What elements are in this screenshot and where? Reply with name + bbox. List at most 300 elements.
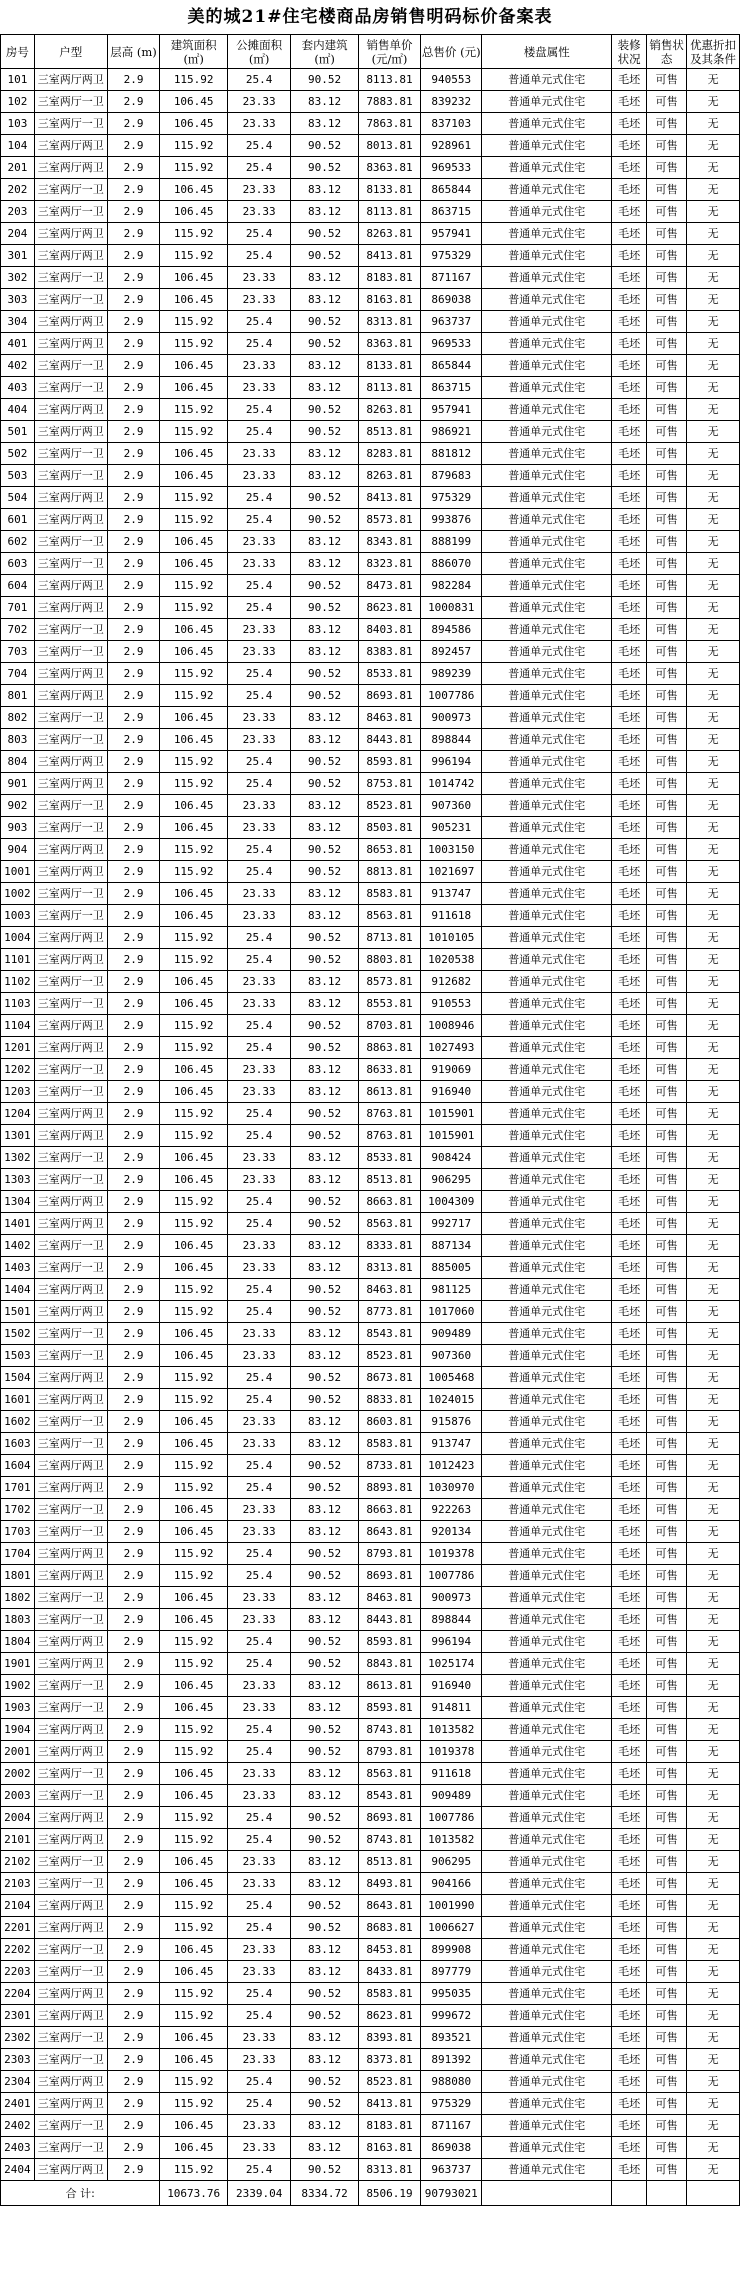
cell-inner-area: 83.12 [291, 2115, 359, 2137]
cell-floor-height: 2.9 [107, 1037, 160, 1059]
cell-inner-area: 83.12 [291, 1961, 359, 1983]
cell-sale-status: 可售 [647, 1763, 687, 1785]
cell-unit-type: 三室两厅一卫 [34, 91, 107, 113]
cell-unit-price: 8563.81 [358, 1763, 420, 1785]
cell-discount: 无 [687, 421, 740, 443]
cell-building-area: 106.45 [160, 2049, 228, 2071]
cell-unit-price: 8763.81 [358, 1103, 420, 1125]
cell-building-area: 115.92 [160, 135, 228, 157]
cell-property-type: 普通单元式住宅 [482, 1521, 612, 1543]
cell-property-type: 普通单元式住宅 [482, 91, 612, 113]
totals-empty-cell [612, 2181, 647, 2206]
cell-total-price: 907360 [421, 1345, 482, 1367]
cell-room-no: 204 [1, 223, 35, 245]
cell-floor-height: 2.9 [107, 1103, 160, 1125]
cell-unit-type: 三室两厅两卫 [34, 949, 107, 971]
cell-building-area: 106.45 [160, 993, 228, 1015]
cell-decoration-status: 毛坯 [612, 1763, 647, 1785]
cell-unit-type: 三室两厅一卫 [34, 553, 107, 575]
cell-total-price: 1010105 [421, 927, 482, 949]
cell-floor-height: 2.9 [107, 1675, 160, 1697]
cell-room-no: 2002 [1, 1763, 35, 1785]
cell-shared-area: 25.4 [227, 1895, 290, 1917]
cell-shared-area: 23.33 [227, 1609, 290, 1631]
cell-sale-status: 可售 [647, 267, 687, 289]
table-row [1, 2049, 740, 2071]
cell-discount: 无 [687, 1763, 740, 1785]
cell-property-type: 普通单元式住宅 [482, 751, 612, 773]
table-row [1, 1719, 740, 1741]
cell-discount: 无 [687, 1367, 740, 1389]
cell-sale-status: 可售 [647, 1675, 687, 1697]
cell-shared-area: 23.33 [227, 641, 290, 663]
cell-decoration-status: 毛坯 [612, 355, 647, 377]
cell-inner-area: 83.12 [291, 1323, 359, 1345]
cell-property-type: 普通单元式住宅 [482, 949, 612, 971]
cell-shared-area: 25.4 [227, 1125, 290, 1147]
cell-room-no: 1103 [1, 993, 35, 1015]
cell-building-area: 115.92 [160, 1015, 228, 1037]
cell-total-price: 1025174 [421, 1653, 482, 1675]
table-row [1, 2137, 740, 2159]
table-row [1, 421, 740, 443]
cell-total-price: 969533 [421, 157, 482, 179]
cell-inner-area: 83.12 [291, 1873, 359, 1895]
cell-property-type: 普通单元式住宅 [482, 135, 612, 157]
cell-room-no: 2102 [1, 1851, 35, 1873]
cell-inner-area: 90.52 [291, 1213, 359, 1235]
table-row [1, 597, 740, 619]
cell-inner-area: 83.12 [291, 2049, 359, 2071]
cell-property-type: 普通单元式住宅 [482, 1631, 612, 1653]
cell-total-price: 1013582 [421, 1829, 482, 1851]
cell-unit-type: 三室两厅一卫 [34, 377, 107, 399]
cell-sale-status: 可售 [647, 355, 687, 377]
cell-shared-area: 23.33 [227, 1939, 290, 1961]
table-row [1, 1631, 740, 1653]
cell-discount: 无 [687, 443, 740, 465]
cell-unit-price: 8863.81 [358, 1037, 420, 1059]
cell-unit-type: 三室两厅一卫 [34, 1257, 107, 1279]
cell-room-no: 1304 [1, 1191, 35, 1213]
table-row [1, 91, 740, 113]
cell-sale-status: 可售 [647, 1389, 687, 1411]
cell-building-area: 106.45 [160, 1675, 228, 1697]
cell-sale-status: 可售 [647, 729, 687, 751]
cell-unit-type: 三室两厅一卫 [34, 1697, 107, 1719]
cell-sale-status: 可售 [647, 1235, 687, 1257]
cell-decoration-status: 毛坯 [612, 1587, 647, 1609]
cell-room-no: 101 [1, 69, 35, 91]
cell-total-price: 863715 [421, 201, 482, 223]
cell-inner-area: 83.12 [291, 1433, 359, 1455]
cell-building-area: 106.45 [160, 971, 228, 993]
cell-discount: 无 [687, 663, 740, 685]
cell-floor-height: 2.9 [107, 1433, 160, 1455]
cell-decoration-status: 毛坯 [612, 1191, 647, 1213]
cell-unit-type: 三室两厅两卫 [34, 1829, 107, 1851]
cell-room-no: 1803 [1, 1609, 35, 1631]
cell-shared-area: 25.4 [227, 157, 290, 179]
cell-shared-area: 23.33 [227, 905, 290, 927]
cell-property-type: 普通单元式住宅 [482, 1389, 612, 1411]
cell-building-area: 115.92 [160, 597, 228, 619]
cell-total-price: 837103 [421, 113, 482, 135]
cell-inner-area: 90.52 [291, 751, 359, 773]
cell-total-price: 887134 [421, 1235, 482, 1257]
total-inner-area: 8334.72 [291, 2181, 359, 2206]
cell-room-no: 902 [1, 795, 35, 817]
cell-inner-area: 83.12 [291, 1609, 359, 1631]
cell-discount: 无 [687, 575, 740, 597]
cell-inner-area: 83.12 [291, 465, 359, 487]
cell-decoration-status: 毛坯 [612, 1807, 647, 1829]
cell-property-type: 普通单元式住宅 [482, 1367, 612, 1389]
cell-discount: 无 [687, 1455, 740, 1477]
cell-unit-price: 8263.81 [358, 465, 420, 487]
cell-shared-area: 23.33 [227, 883, 290, 905]
cell-inner-area: 90.52 [291, 1037, 359, 1059]
cell-decoration-status: 毛坯 [612, 773, 647, 795]
cell-unit-price: 8593.81 [358, 1631, 420, 1653]
cell-unit-type: 三室两厅一卫 [34, 2137, 107, 2159]
cell-room-no: 501 [1, 421, 35, 443]
cell-sale-status: 可售 [647, 443, 687, 465]
cell-unit-price: 8563.81 [358, 905, 420, 927]
cell-unit-type: 三室两厅一卫 [34, 1147, 107, 1169]
cell-unit-price: 8663.81 [358, 1499, 420, 1521]
cell-total-price: 900973 [421, 707, 482, 729]
cell-building-area: 106.45 [160, 1587, 228, 1609]
cell-inner-area: 83.12 [291, 91, 359, 113]
cell-unit-price: 8413.81 [358, 487, 420, 509]
cell-unit-price: 8763.81 [358, 1125, 420, 1147]
cell-shared-area: 25.4 [227, 2093, 290, 2115]
cell-room-no: 1403 [1, 1257, 35, 1279]
cell-room-no: 1603 [1, 1433, 35, 1455]
cell-building-area: 115.92 [160, 1213, 228, 1235]
cell-total-price: 911618 [421, 1763, 482, 1785]
cell-building-area: 106.45 [160, 1345, 228, 1367]
cell-discount: 无 [687, 597, 740, 619]
cell-sale-status: 可售 [647, 1521, 687, 1543]
cell-unit-price: 8133.81 [358, 179, 420, 201]
cell-sale-status: 可售 [647, 1719, 687, 1741]
cell-total-price: 879683 [421, 465, 482, 487]
table-row [1, 1279, 740, 1301]
cell-sale-status: 可售 [647, 113, 687, 135]
cell-decoration-status: 毛坯 [612, 1433, 647, 1455]
cell-decoration-status: 毛坯 [612, 729, 647, 751]
cell-floor-height: 2.9 [107, 861, 160, 883]
cell-building-area: 115.92 [160, 2071, 228, 2093]
cell-building-area: 106.45 [160, 553, 228, 575]
cell-floor-height: 2.9 [107, 179, 160, 201]
table-row [1, 641, 740, 663]
cell-room-no: 804 [1, 751, 35, 773]
cell-total-price: 969533 [421, 333, 482, 355]
cell-total-price: 910553 [421, 993, 482, 1015]
cell-building-area: 106.45 [160, 1939, 228, 1961]
table-row [1, 1191, 740, 1213]
cell-floor-height: 2.9 [107, 2027, 160, 2049]
cell-discount: 无 [687, 1213, 740, 1235]
cell-room-no: 401 [1, 333, 35, 355]
cell-sale-status: 可售 [647, 1873, 687, 1895]
table-footer [1, 2181, 740, 2206]
cell-sale-status: 可售 [647, 531, 687, 553]
table-row [1, 1301, 740, 1323]
cell-sale-status: 可售 [647, 135, 687, 157]
cell-floor-height: 2.9 [107, 333, 160, 355]
cell-property-type: 普通单元式住宅 [482, 311, 612, 333]
cell-property-type: 普通单元式住宅 [482, 1565, 612, 1587]
cell-decoration-status: 毛坯 [612, 267, 647, 289]
cell-building-area: 106.45 [160, 795, 228, 817]
cell-shared-area: 23.33 [227, 619, 290, 641]
cell-unit-price: 8393.81 [358, 2027, 420, 2049]
cell-floor-height: 2.9 [107, 157, 160, 179]
table-header [1, 35, 740, 69]
cell-unit-price: 8833.81 [358, 1389, 420, 1411]
cell-decoration-status: 毛坯 [612, 685, 647, 707]
header-total-price: 总售价 (元) [421, 35, 482, 69]
cell-shared-area: 23.33 [227, 2049, 290, 2071]
cell-unit-price: 8363.81 [358, 333, 420, 355]
cell-unit-type: 三室两厅一卫 [34, 113, 107, 135]
cell-unit-price: 8473.81 [358, 575, 420, 597]
cell-inner-area: 83.12 [291, 1521, 359, 1543]
cell-total-price: 1017060 [421, 1301, 482, 1323]
cell-room-no: 701 [1, 597, 35, 619]
cell-inner-area: 83.12 [291, 377, 359, 399]
header-unit-price: 销售单价 (元/㎡) [358, 35, 420, 69]
cell-shared-area: 25.4 [227, 1565, 290, 1587]
cell-floor-height: 2.9 [107, 1257, 160, 1279]
cell-building-area: 106.45 [160, 289, 228, 311]
cell-decoration-status: 毛坯 [612, 751, 647, 773]
table-row [1, 839, 740, 861]
cell-decoration-status: 毛坯 [612, 1477, 647, 1499]
cell-room-no: 303 [1, 289, 35, 311]
cell-total-price: 907360 [421, 795, 482, 817]
cell-floor-height: 2.9 [107, 1873, 160, 1895]
cell-building-area: 106.45 [160, 179, 228, 201]
cell-unit-price: 8533.81 [358, 1147, 420, 1169]
cell-decoration-status: 毛坯 [612, 2005, 647, 2027]
cell-inner-area: 83.12 [291, 1235, 359, 1257]
table-row [1, 1125, 740, 1147]
cell-floor-height: 2.9 [107, 1169, 160, 1191]
header-sale-status: 销售状态 [647, 35, 687, 69]
cell-property-type: 普通单元式住宅 [482, 1257, 612, 1279]
cell-shared-area: 23.33 [227, 1433, 290, 1455]
cell-room-no: 1903 [1, 1697, 35, 1719]
cell-unit-price: 8703.81 [358, 1015, 420, 1037]
table-row [1, 1829, 740, 1851]
cell-shared-area: 25.4 [227, 135, 290, 157]
cell-property-type: 普通单元式住宅 [482, 1213, 612, 1235]
cell-property-type: 普通单元式住宅 [482, 1719, 612, 1741]
cell-discount: 无 [687, 1895, 740, 1917]
cell-unit-type: 三室两厅一卫 [34, 1499, 107, 1521]
table-row [1, 201, 740, 223]
cell-inner-area: 90.52 [291, 1279, 359, 1301]
cell-discount: 无 [687, 1609, 740, 1631]
cell-unit-type: 三室两厅两卫 [34, 597, 107, 619]
cell-sale-status: 可售 [647, 1191, 687, 1213]
cell-building-area: 106.45 [160, 707, 228, 729]
cell-floor-height: 2.9 [107, 1653, 160, 1675]
cell-shared-area: 25.4 [227, 1301, 290, 1323]
cell-floor-height: 2.9 [107, 1279, 160, 1301]
cell-sale-status: 可售 [647, 1961, 687, 1983]
totals-label: 合 计: [1, 2181, 160, 2206]
cell-decoration-status: 毛坯 [612, 201, 647, 223]
cell-building-area: 106.45 [160, 531, 228, 553]
cell-shared-area: 23.33 [227, 795, 290, 817]
cell-decoration-status: 毛坯 [612, 333, 647, 355]
cell-inner-area: 83.12 [291, 179, 359, 201]
cell-room-no: 103 [1, 113, 35, 135]
cell-decoration-status: 毛坯 [612, 1719, 647, 1741]
cell-unit-price: 8613.81 [358, 1081, 420, 1103]
cell-building-area: 115.92 [160, 2093, 228, 2115]
cell-inner-area: 83.12 [291, 707, 359, 729]
table-row [1, 619, 740, 641]
cell-property-type: 普通单元式住宅 [482, 1411, 612, 1433]
cell-building-area: 115.92 [160, 575, 228, 597]
totals-empty-cell [482, 2181, 612, 2206]
cell-floor-height: 2.9 [107, 663, 160, 685]
cell-discount: 无 [687, 817, 740, 839]
table-row [1, 333, 740, 355]
cell-inner-area: 83.12 [291, 993, 359, 1015]
cell-unit-price: 8583.81 [358, 883, 420, 905]
cell-inner-area: 90.52 [291, 1301, 359, 1323]
cell-property-type: 普通单元式住宅 [482, 465, 612, 487]
cell-floor-height: 2.9 [107, 69, 160, 91]
cell-sale-status: 可售 [647, 1587, 687, 1609]
cell-shared-area: 25.4 [227, 245, 290, 267]
cell-unit-type: 三室两厅两卫 [34, 1367, 107, 1389]
cell-shared-area: 23.33 [227, 993, 290, 1015]
cell-floor-height: 2.9 [107, 883, 160, 905]
cell-floor-height: 2.9 [107, 1741, 160, 1763]
cell-total-price: 915876 [421, 1411, 482, 1433]
cell-total-price: 900973 [421, 1587, 482, 1609]
cell-unit-type: 三室两厅一卫 [34, 1521, 107, 1543]
cell-inner-area: 90.52 [291, 1015, 359, 1037]
cell-sale-status: 可售 [647, 1697, 687, 1719]
cell-sale-status: 可售 [647, 377, 687, 399]
cell-discount: 无 [687, 1191, 740, 1213]
table-row [1, 1477, 740, 1499]
cell-unit-price: 8583.81 [358, 1433, 420, 1455]
cell-unit-price: 8693.81 [358, 1565, 420, 1587]
cell-sale-status: 可售 [647, 487, 687, 509]
cell-room-no: 1503 [1, 1345, 35, 1367]
cell-building-area: 106.45 [160, 1521, 228, 1543]
table-row [1, 487, 740, 509]
cell-unit-price: 8683.81 [358, 1917, 420, 1939]
cell-unit-price: 8543.81 [358, 1323, 420, 1345]
header-row [1, 35, 740, 69]
cell-sale-status: 可售 [647, 91, 687, 113]
cell-discount: 无 [687, 1521, 740, 1543]
cell-property-type: 普通单元式住宅 [482, 487, 612, 509]
cell-floor-height: 2.9 [107, 685, 160, 707]
cell-building-area: 115.92 [160, 1719, 228, 1741]
cell-shared-area: 23.33 [227, 1521, 290, 1543]
cell-unit-type: 三室两厅一卫 [34, 1609, 107, 1631]
cell-floor-height: 2.9 [107, 1807, 160, 1829]
cell-room-no: 2204 [1, 1983, 35, 2005]
table-row [1, 1983, 740, 2005]
cell-floor-height: 2.9 [107, 839, 160, 861]
cell-decoration-status: 毛坯 [612, 1675, 647, 1697]
cell-floor-height: 2.9 [107, 465, 160, 487]
cell-floor-height: 2.9 [107, 773, 160, 795]
cell-total-price: 1030970 [421, 1477, 482, 1499]
cell-room-no: 301 [1, 245, 35, 267]
cell-discount: 无 [687, 1235, 740, 1257]
cell-floor-height: 2.9 [107, 1389, 160, 1411]
cell-shared-area: 25.4 [227, 685, 290, 707]
cell-inner-area: 90.52 [291, 1543, 359, 1565]
cell-sale-status: 可售 [647, 575, 687, 597]
cell-room-no: 1004 [1, 927, 35, 949]
cell-sale-status: 可售 [647, 1807, 687, 1829]
cell-unit-price: 8693.81 [358, 685, 420, 707]
cell-decoration-status: 毛坯 [612, 795, 647, 817]
cell-total-price: 975329 [421, 245, 482, 267]
table-row [1, 245, 740, 267]
cell-shared-area: 25.4 [227, 1631, 290, 1653]
cell-building-area: 115.92 [160, 1895, 228, 1917]
cell-discount: 无 [687, 1851, 740, 1873]
header-property-type: 楼盘属性 [482, 35, 612, 69]
cell-decoration-status: 毛坯 [612, 2115, 647, 2137]
cell-building-area: 115.92 [160, 1103, 228, 1125]
cell-unit-price: 8893.81 [358, 1477, 420, 1499]
cell-total-price: 982284 [421, 575, 482, 597]
cell-unit-type: 三室两厅两卫 [34, 927, 107, 949]
cell-decoration-status: 毛坯 [612, 2027, 647, 2049]
cell-decoration-status: 毛坯 [612, 1741, 647, 1763]
cell-unit-type: 三室两厅两卫 [34, 69, 107, 91]
cell-shared-area: 23.33 [227, 1059, 290, 1081]
cell-unit-type: 三室两厅两卫 [34, 1125, 107, 1147]
cell-unit-type: 三室两厅两卫 [34, 333, 107, 355]
cell-discount: 无 [687, 729, 740, 751]
cell-sale-status: 可售 [647, 1081, 687, 1103]
cell-shared-area: 23.33 [227, 531, 290, 553]
cell-building-area: 106.45 [160, 113, 228, 135]
cell-floor-height: 2.9 [107, 2159, 160, 2181]
cell-shared-area: 23.33 [227, 1147, 290, 1169]
cell-total-price: 1000831 [421, 597, 482, 619]
cell-room-no: 402 [1, 355, 35, 377]
cell-decoration-status: 毛坯 [612, 1873, 647, 1895]
cell-inner-area: 90.52 [291, 1653, 359, 1675]
cell-unit-type: 三室两厅两卫 [34, 1301, 107, 1323]
cell-sale-status: 可售 [647, 333, 687, 355]
cell-unit-type: 三室两厅一卫 [34, 729, 107, 751]
cell-decoration-status: 毛坯 [612, 2049, 647, 2071]
cell-floor-height: 2.9 [107, 223, 160, 245]
cell-shared-area: 23.33 [227, 2027, 290, 2049]
